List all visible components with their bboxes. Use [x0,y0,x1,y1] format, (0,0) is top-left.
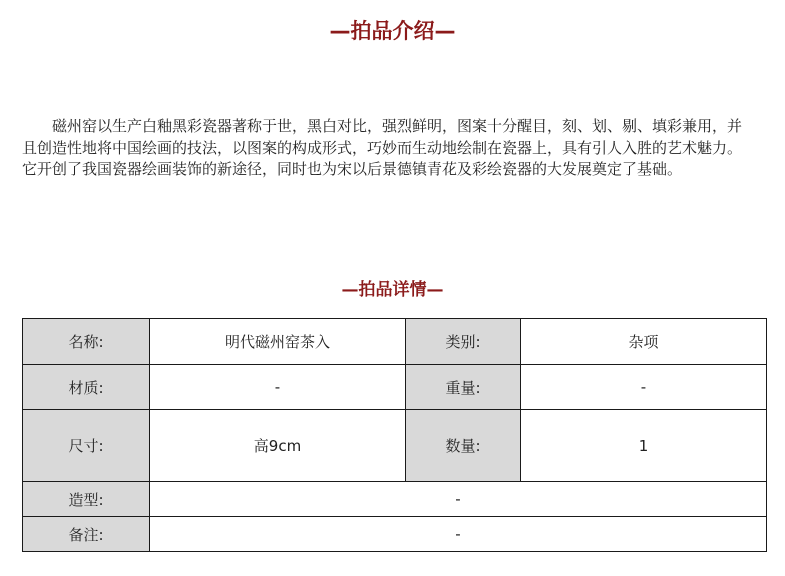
size-label: 尺寸: [23,410,150,482]
quantity-value: 1 [521,410,767,482]
material-value: - [150,365,406,410]
table-row-material [23,365,767,410]
name-label: 名称: [23,319,150,365]
table-row-shape [23,482,767,517]
table-row-name [23,319,767,365]
table-row-size [23,410,767,482]
shape-label: 造型: [23,482,150,517]
weight-label: 重量: [406,365,521,410]
size-value: 高9cm [150,410,406,482]
material-label: 材质: [23,365,150,410]
category-label: 类别: [406,319,521,365]
shape-value: - [150,482,767,517]
quantity-label: 数量: [406,410,521,482]
intro-heading: —拍品介绍— [329,19,456,43]
remarks-label: 备注: [23,517,150,552]
category-value: 杂项 [521,319,767,365]
weight-value: - [521,365,767,410]
intro-paragraph: 磁州窑以生产白釉黑彩瓷器著称于世，黑白对比，强烈鲜明，图案十分醒目，刻、划、剔、填彩兼用，并且创造性地将中国绘画的技法，以图案的构成形式，巧妙而生动地绘制在瓷器上，具有引人入胜的艺术魅力。它开创了我国瓷器绘画装饰的新途径，同时也为宋以后景德镇青花及彩绘瓷器的大发展奠定了基础。 [22,117,743,178]
table-row-remarks [23,517,767,552]
name-value: 明代磁州窑茶入 [150,319,406,365]
details-heading: —拍品详情— [341,280,444,300]
remarks-value: - [150,517,767,552]
details-table [22,318,767,552]
